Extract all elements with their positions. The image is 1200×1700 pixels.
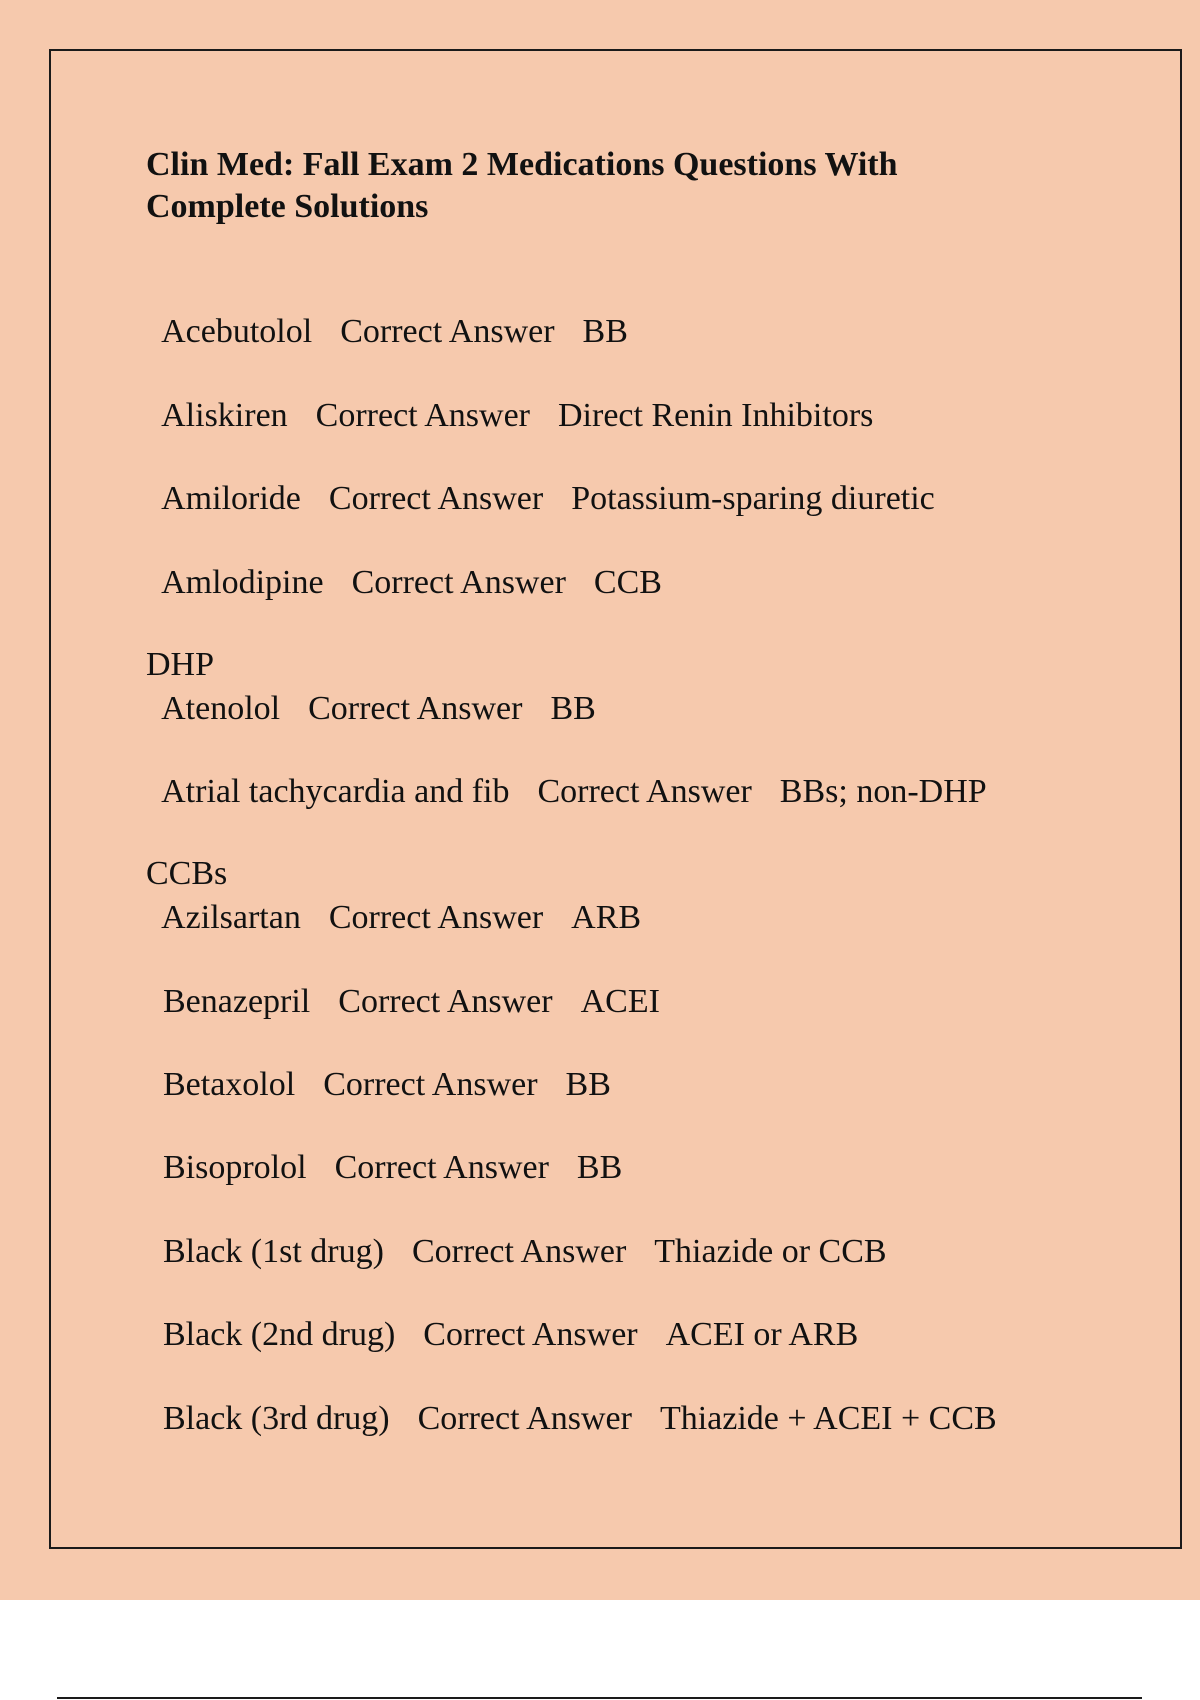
entry-term: Amlodipine bbox=[161, 564, 324, 601]
entry-label: Correct Answer bbox=[328, 480, 544, 517]
document-title-line-1: Clin Med: Fall Exam 2 Medications Questions With bbox=[146, 146, 898, 183]
entry-label: Correct Answer bbox=[308, 690, 523, 727]
entry-answer-continued: DHP bbox=[146, 646, 215, 683]
entry-answer: Potassium-sparing diuretic bbox=[571, 480, 935, 517]
entry-answer: BB bbox=[576, 1149, 623, 1186]
entry-answer: ACEI or ARB bbox=[665, 1316, 859, 1353]
entry-term: Black (2nd drug) bbox=[163, 1316, 396, 1353]
entry-label: Correct Answer bbox=[340, 313, 555, 350]
qa-entry bbox=[146, 1106, 622, 1188]
footer-divider bbox=[57, 1697, 1142, 1699]
qa-entry bbox=[146, 647, 596, 729]
entry-answer: BB bbox=[582, 313, 628, 350]
entry-answer-continued: CCBs bbox=[146, 855, 228, 892]
qa-entry bbox=[146, 270, 628, 352]
entry-label: Correct Answer bbox=[323, 1066, 538, 1103]
entry-answer: CCB bbox=[593, 564, 662, 601]
entry-term: Bisoprolol bbox=[163, 1149, 307, 1186]
entry-label: Correct Answer bbox=[315, 397, 530, 434]
entry-term: Aliskiren bbox=[161, 397, 288, 434]
qa-entry bbox=[146, 1023, 611, 1105]
entry-label: Correct Answer bbox=[423, 1316, 638, 1353]
qa-entry bbox=[146, 437, 935, 519]
qa-entry bbox=[146, 1190, 887, 1272]
entry-label: Correct Answer bbox=[338, 983, 553, 1020]
entry-answer: Thiazide or CCB bbox=[654, 1233, 887, 1270]
entry-answer: Thiazide + ACEI + CCB bbox=[659, 1400, 997, 1437]
entry-term: Amiloride bbox=[161, 480, 301, 517]
entry-term: Azilsartan bbox=[161, 899, 301, 936]
entry-label: Correct Answer bbox=[411, 1233, 627, 1270]
entry-term: Betaxolol bbox=[163, 1066, 296, 1103]
document-title bbox=[146, 144, 1046, 228]
entry-answer: BBs; non-DHP bbox=[779, 773, 987, 810]
entry-label: Correct Answer bbox=[351, 564, 566, 601]
entry-answer: BB bbox=[550, 690, 596, 727]
entry-term: Atenolol bbox=[161, 690, 281, 727]
entry-term: Atrial tachycardia and fib bbox=[161, 773, 510, 810]
entry-term: Black (1st drug) bbox=[163, 1233, 384, 1270]
entry-answer: ARB bbox=[571, 899, 642, 936]
document-title-line-2: Complete Solutions bbox=[146, 188, 429, 225]
entry-label: Correct Answer bbox=[328, 899, 544, 936]
entry-term: Black (3rd drug) bbox=[163, 1400, 390, 1437]
entry-term: Benazepril bbox=[163, 983, 311, 1020]
entry-label: Correct Answer bbox=[334, 1149, 549, 1186]
entry-answer: ACEI bbox=[580, 983, 660, 1020]
qa-entry bbox=[146, 856, 641, 938]
entry-label: Correct Answer bbox=[417, 1400, 632, 1437]
entry-term: Acebutolol bbox=[161, 313, 313, 350]
qa-entry bbox=[146, 1273, 858, 1355]
entry-answer: Direct Renin Inhibitors bbox=[558, 397, 874, 434]
entry-answer: BB bbox=[565, 1066, 611, 1103]
qa-entry bbox=[146, 1357, 997, 1439]
qa-entry bbox=[146, 940, 660, 1022]
qa-entry bbox=[146, 354, 873, 436]
entry-label: Correct Answer bbox=[537, 773, 752, 810]
